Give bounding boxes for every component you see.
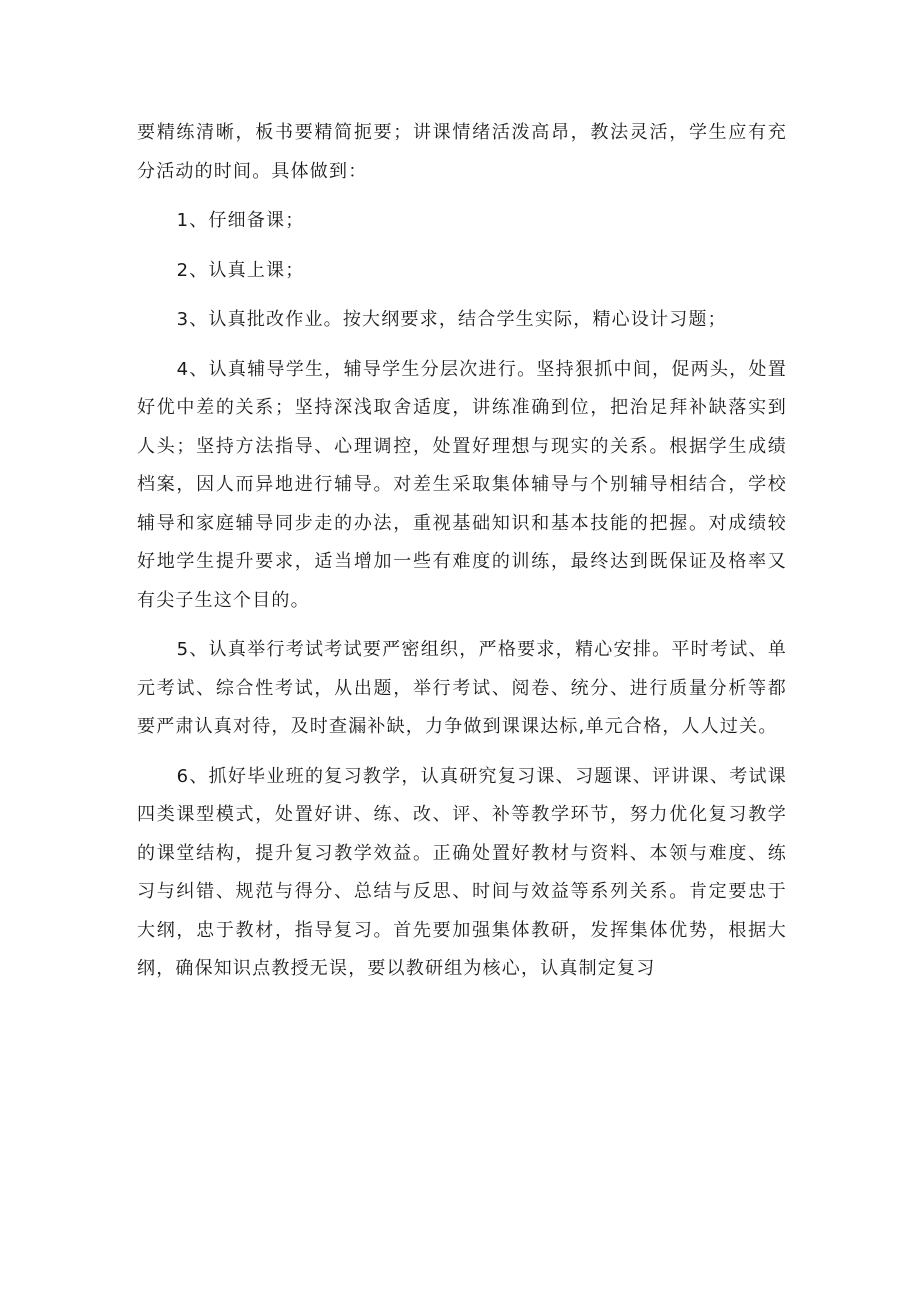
paragraph-item-2: 2、认真上课；	[176, 259, 305, 281]
document-body	[137, 114, 787, 1000]
paragraph-item-3: 3、认真批改作业。按大纲要求，结合学生实际，精心设计习题；	[176, 309, 727, 330]
paragraph-intro: 要精练清晰，板书要精简扼要；讲课情绪活泼高昂，教法灵活，学生应有充分活动的时间。具体做到：	[137, 122, 787, 182]
paragraph-item-4: 4、认真辅导学生，辅导学生分层次进行。坚持狠抓中间，促两头，处置好优中差的关系；坚持深浅取舍适度，讲练准确到位，把治足拜补缺落实到人头；坚持方法指导、心理调控，处置好理想与现实的关系。根据学生成绩档案，因人而异地进行辅导。对差生采取集体辅导与个别辅导相结合，学校辅导和家庭辅导同步走的办法，重视基础知识和基本技能的把握。对成绩较好地学生提升要求，适当增加一些有难度的训练，最终达到既保证及格率又有尖子生这个目的。	[137, 358, 787, 611]
paragraph-item-5: 5、认真举行考试考试要严密组织，严格要求，精心安排。平时考试、单元考试、综合性考试，从出题，举行考试、阅卷、统分、进行质量分析等都要严肃认真对待，及时查漏补缺，力争做到课课达标,单元合格，人人过关。	[137, 639, 787, 737]
paragraph-item-6: 6、抓好毕业班的复习教学，认真研究复习课、习题课、评讲课、考试课四类课型模式，处置好讲、练、改、评、补等教学环节，努力优化复习教学的课堂结构，提升复习教学效益。正确处置好教材与资料、本领与难度、练习与纠错、规范与得分、总结与反思、时间与效益等系列关系。肯定要忠于大纲，忠于教材，指导复习。首先要加强集体教研，发挥集体优势，根据大纲，确保知识点教授无误，要以教研组为核心，认真制定复习	[137, 765, 787, 979]
paragraph-item-1: 1、仔细备课；	[176, 210, 305, 231]
